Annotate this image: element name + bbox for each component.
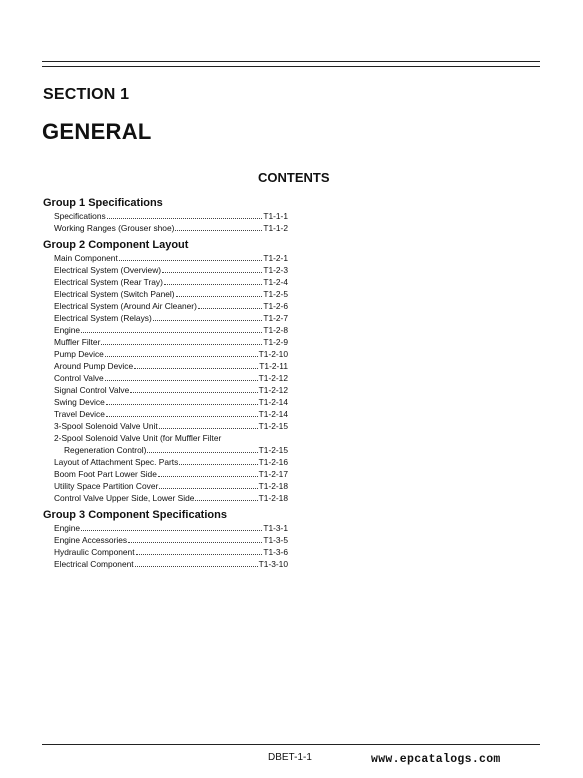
toc-leader-dots	[105, 356, 258, 357]
header-rule	[42, 61, 540, 62]
toc-leader-dots	[153, 320, 263, 321]
toc-leader-dots	[159, 428, 258, 429]
toc-entry-label: Hydraulic Component	[54, 547, 135, 557]
toc-leader-dots	[134, 368, 258, 369]
toc-entry-page: T1-2-8	[263, 325, 288, 335]
toc-entry[interactable]	[43, 372, 288, 384]
toc-entry-page: T1-2-7	[263, 313, 288, 323]
toc-entry[interactable]	[43, 210, 288, 222]
toc-entry-page: T1-2-6	[263, 301, 288, 311]
toc-leader-dots	[147, 452, 257, 453]
toc-leader-dots	[119, 260, 263, 261]
toc-entry-label: Control Valve Upper Side, Lower Side	[54, 493, 195, 503]
toc-entry-label: Working Ranges (Grouser shoe)	[54, 223, 175, 233]
toc-entry[interactable]	[43, 336, 288, 348]
toc-entry[interactable]	[43, 420, 288, 432]
toc-entry-label: Boom Foot Part Lower Side	[54, 469, 157, 479]
toc-entry-page: T1-2-12	[258, 385, 288, 395]
toc-entry-label: Engine	[54, 325, 81, 335]
toc-entry[interactable]	[43, 360, 288, 372]
toc-entry-label: Layout of Attachment Spec. Parts	[54, 457, 179, 467]
toc-entry-page: T1-2-14	[258, 409, 288, 419]
table-of-contents	[43, 196, 288, 570]
toc-leader-dots	[81, 332, 262, 333]
toc-leader-dots	[81, 530, 262, 531]
toc-entry-page: T1-2-4	[263, 277, 288, 287]
toc-group	[43, 508, 288, 570]
toc-entry-label: Travel Device	[54, 409, 105, 419]
toc-entry-label: Swing Device	[54, 397, 105, 407]
toc-entry-label: Electrical Component	[54, 559, 134, 569]
toc-entry[interactable]	[43, 222, 288, 234]
toc-entry[interactable]	[43, 558, 288, 570]
toc-entry[interactable]	[43, 480, 288, 492]
toc-entry-label: Pump Device	[54, 349, 104, 359]
section-title: GENERAL	[42, 119, 152, 144]
toc-entry-page: T1-2-15	[258, 421, 288, 431]
toc-entry-page: T1-2-18	[258, 493, 288, 503]
toc-group	[43, 238, 288, 504]
toc-entry-page: T1-2-11	[259, 361, 288, 371]
toc-leader-dots	[106, 404, 258, 405]
toc-entry[interactable]	[43, 324, 288, 336]
toc-leader-dots	[107, 218, 263, 219]
toc-entry[interactable]	[43, 252, 288, 264]
toc-leader-dots	[162, 272, 262, 273]
toc-entry[interactable]	[43, 264, 288, 276]
toc-entry-page: T1-2-14	[258, 397, 288, 407]
toc-entry-page: T1-1-2	[263, 223, 288, 233]
toc-entry[interactable]	[43, 492, 288, 504]
toc-group-title: Group 1 Specifications	[43, 197, 163, 209]
toc-entry[interactable]	[43, 408, 288, 420]
toc-entry-label: Engine Accessories	[54, 535, 128, 545]
toc-entry-page: T1-2-17	[258, 469, 288, 479]
toc-entry-page: T1-2-18	[258, 481, 288, 491]
toc-entry[interactable]	[43, 384, 288, 396]
toc-entry-label: Muffler Filter	[54, 337, 101, 347]
toc-entry-page: T1-2-15	[258, 445, 288, 455]
toc-entry-label: Electrical System (Around Air Cleaner)	[54, 301, 197, 311]
toc-leader-dots	[135, 566, 258, 567]
toc-entry-page: T1-3-6	[263, 547, 288, 557]
toc-leader-dots	[106, 416, 258, 417]
toc-entry-page: T1-2-10	[258, 349, 288, 359]
toc-entry[interactable]	[43, 288, 288, 300]
toc-entry[interactable]	[43, 522, 288, 534]
header-rule-secondary	[42, 66, 540, 67]
page-code: DBET-1-1	[268, 752, 312, 763]
toc-entry-label: Electrical System (Switch Panel)	[54, 289, 175, 299]
contents-title: CONTENTS	[258, 170, 330, 185]
toc-entry-label: 2-Spool Solenoid Valve Unit (for Muffler Filter	[54, 433, 222, 443]
toc-entry-label: Electrical System (Relays)	[54, 313, 152, 323]
toc-entry[interactable]	[43, 396, 288, 408]
toc-leader-dots	[159, 488, 257, 489]
toc-entry-label: Engine	[54, 523, 81, 533]
toc-entry-label: Electrical System (Rear Tray)	[54, 277, 163, 287]
toc-entry-page: T1-2-16	[258, 457, 288, 467]
toc-leader-dots	[158, 476, 258, 477]
toc-group-title: Group 3 Component Specifications	[43, 509, 227, 521]
toc-leader-dots	[128, 542, 262, 543]
section-label: SECTION 1	[43, 86, 130, 103]
toc-entry-label: Regeneration Control)	[64, 445, 147, 455]
toc-entry[interactable]	[43, 300, 288, 312]
toc-entry-label: Specifications	[54, 211, 106, 221]
toc-entry[interactable]	[43, 276, 288, 288]
toc-entry[interactable]	[43, 534, 288, 546]
footer-rule	[42, 744, 540, 745]
toc-entry-label: Signal Control Valve	[54, 385, 130, 395]
toc-leader-dots	[130, 392, 257, 393]
toc-entry[interactable]	[43, 456, 288, 468]
toc-entry-label: Control Valve	[54, 373, 104, 383]
toc-group-title: Group 2 Component Layout	[43, 239, 189, 251]
toc-entry[interactable]	[43, 348, 288, 360]
toc-entry[interactable]	[43, 432, 288, 444]
watermark: www.epcatalogs.com	[371, 753, 501, 766]
toc-entry[interactable]	[43, 546, 288, 558]
toc-entry-label: Around Pump Device	[54, 361, 134, 371]
toc-leader-dots	[175, 230, 262, 231]
toc-entry-label: Electrical System (Overview)	[54, 265, 162, 275]
toc-leader-dots	[101, 344, 262, 345]
toc-leader-dots	[195, 500, 257, 501]
toc-entry-page: T1-3-5	[263, 535, 288, 545]
toc-leader-dots	[179, 464, 257, 465]
toc-entry-page: T1-3-1	[263, 523, 288, 533]
toc-entry-page: T1-2-5	[263, 289, 288, 299]
toc-leader-dots	[198, 308, 262, 309]
toc-entry-page: T1-2-3	[263, 265, 288, 275]
toc-leader-dots	[176, 296, 263, 297]
toc-group	[43, 196, 288, 234]
toc-entry-page: T1-2-9	[263, 337, 288, 347]
toc-entry-page: T1-2-12	[258, 373, 288, 383]
toc-entry-label: Utility Space Partition Cover	[54, 481, 159, 491]
toc-entry[interactable]	[43, 312, 288, 324]
toc-entry-label: Main Component	[54, 253, 118, 263]
toc-entry-page: T1-3-10	[258, 559, 288, 569]
toc-leader-dots	[105, 380, 258, 381]
toc-entry[interactable]	[43, 468, 288, 480]
toc-leader-dots	[136, 554, 263, 555]
toc-entry-label: 3-Spool Solenoid Valve Unit	[54, 421, 158, 431]
toc-entry[interactable]	[43, 444, 288, 456]
toc-entry-page: T1-1-1	[263, 211, 288, 221]
toc-entry-page: T1-2-1	[263, 253, 288, 263]
toc-leader-dots	[164, 284, 262, 285]
